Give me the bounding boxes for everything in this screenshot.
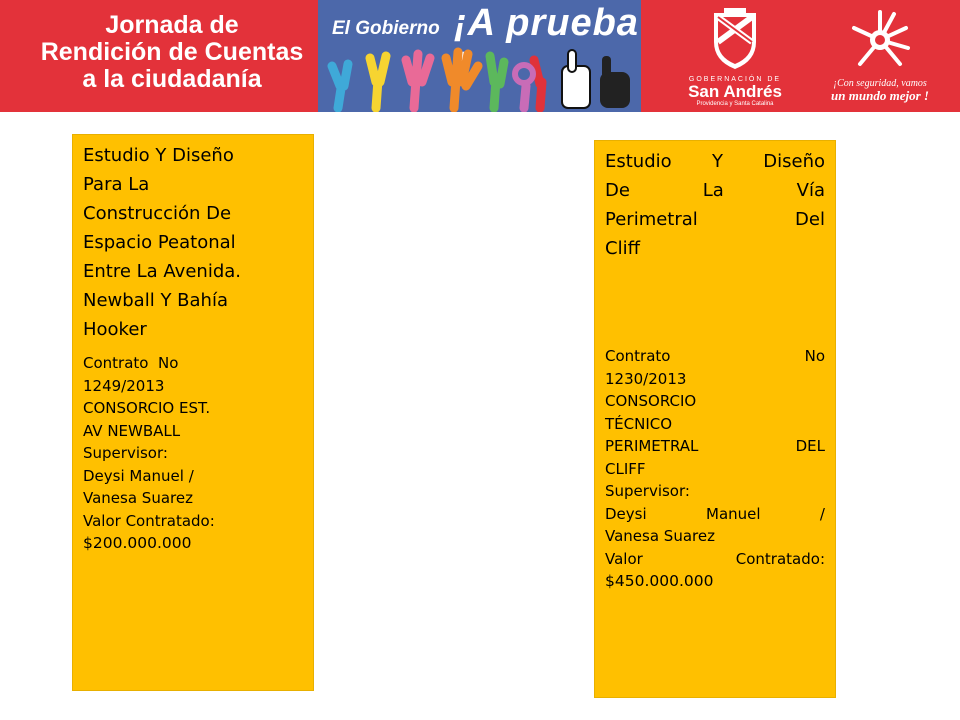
slogan-text	[818, 78, 942, 102]
contract-details	[83, 352, 303, 555]
contract-number-label: Contrato No	[83, 354, 179, 372]
header-banner	[0, 0, 960, 112]
governorate-subtitle: Providencia y Santa Catalina	[696, 101, 774, 107]
contractor-name: CONSORCIO	[605, 392, 697, 410]
contractor-name: AV NEWBALL	[83, 421, 181, 440]
project-title-line: Perimetral Del	[605, 209, 825, 230]
project-title-line: Cliff	[605, 238, 640, 259]
contract-details	[605, 345, 825, 593]
project-title-line: Espacio Peatonal	[83, 232, 236, 253]
project-title-line: Para La	[83, 174, 150, 195]
supervisor-name: Vanesa Suarez	[605, 527, 715, 545]
project-card-cliff	[594, 140, 836, 698]
project-title-line: Construcción De	[83, 203, 232, 224]
contractor-name: CLIFF	[605, 459, 646, 478]
event-title-line: a la ciudadanía	[82, 65, 262, 93]
contractor-name: CONSORCIO EST.	[83, 399, 211, 417]
crest-icon	[710, 8, 760, 70]
project-title-line: Estudio Y Diseño	[83, 145, 234, 166]
contract-number: 1249/2013	[83, 376, 165, 395]
project-title-line: Estudio Y Diseño	[605, 151, 825, 172]
contract-number: 1230/2013	[605, 369, 687, 388]
project-title-line: Hooker	[83, 319, 147, 340]
project-title-line: Newball Y Bahía	[83, 290, 228, 311]
slogan-line: un mundo mejor !	[831, 88, 929, 103]
raised-hands-illustration	[318, 46, 641, 112]
project-card-pedestrian	[72, 134, 314, 691]
governorate-name: San Andrés	[688, 82, 782, 101]
campaign-highlight: ¡A prueba !	[454, 2, 639, 87]
slogan-line: ¡Con seguridad, vamos	[833, 78, 927, 89]
campaign-prefix: El Gobierno	[332, 18, 440, 39]
governorate-logo	[676, 6, 794, 110]
project-title-line: De La Vía	[605, 180, 825, 201]
supervisor-name: Deysi Manuel /	[83, 466, 194, 485]
campaign-banner	[318, 0, 641, 112]
slogan-logo	[818, 8, 942, 108]
contract-value: $450.000.000	[605, 572, 714, 590]
project-title-line: Entre La Avenida.	[83, 261, 241, 282]
event-title-line: Rendición de Cuentas	[40, 38, 304, 66]
event-title-line: Jornada de	[105, 11, 239, 39]
contract-value: $200.000.000	[83, 534, 192, 552]
contract-value-label: Valor Contratado:	[83, 511, 215, 530]
supervisor-label: Supervisor:	[83, 444, 168, 462]
contract-number-label: Contrato No	[605, 347, 825, 365]
governorate-label: GOBERNACIÓN DE	[688, 76, 782, 83]
contract-value-label: Valor Contratado:	[605, 549, 825, 568]
star-icon	[848, 8, 912, 72]
supervisor-name: Vanesa Suarez	[83, 489, 193, 507]
contractor-name: PERIMETRAL DEL	[605, 437, 825, 455]
event-title	[38, 12, 306, 93]
project-title	[83, 141, 303, 344]
supervisor-label: Supervisor:	[605, 482, 690, 500]
project-title	[605, 147, 825, 263]
supervisor-name: Deysi Manuel /	[605, 504, 825, 523]
contractor-name: TÉCNICO	[605, 414, 673, 433]
